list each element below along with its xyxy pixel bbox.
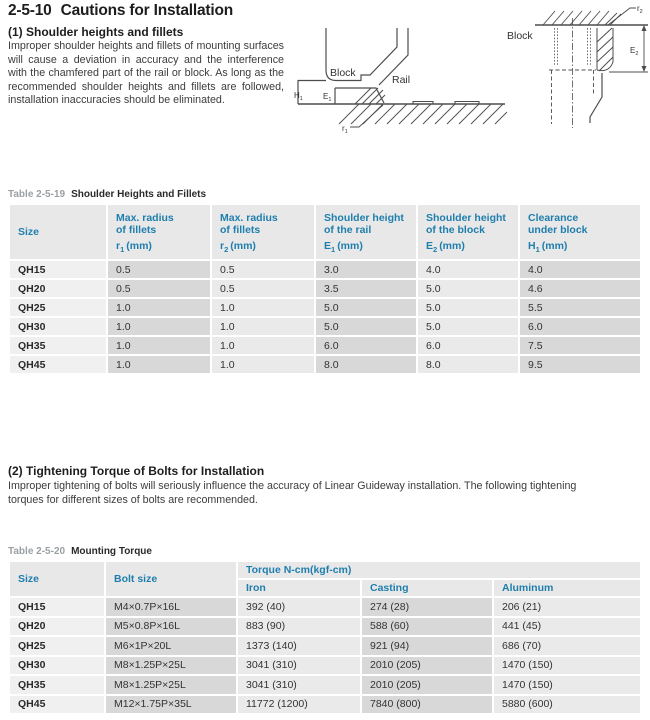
page-title — [8, 2, 233, 20]
table-row: QH25 M6×1P×20L 1373 (140) 921 (94) 686 (70) — [10, 637, 640, 655]
shoulder-heights-table — [8, 203, 642, 375]
table-row: QH15 0.5 0.5 3.0 4.0 4.0 — [10, 261, 640, 278]
dim-h1-label: $H_1$ — [294, 91, 303, 102]
table2-number: Table 2-5-20 — [8, 546, 66, 557]
mounting-torque-table — [8, 560, 642, 715]
section-title-text: Cautions for Installation — [60, 2, 234, 19]
table-row: QH20 M5×0.8P×16L 883 (90) 588 (60) 441 (45) — [10, 618, 640, 636]
table1-caption — [8, 189, 206, 200]
table2-col-size: Size — [10, 562, 104, 596]
dim-e1-label: $E_1$ — [323, 92, 332, 103]
shoulder-hatch-region — [597, 28, 613, 71]
rail-label: Rail — [392, 74, 411, 86]
table-row: QH30 1.0 1.0 5.0 5.0 6.0 — [10, 318, 640, 335]
dim-e2-label: $E_2$ — [630, 46, 639, 57]
block-label: Block — [507, 30, 533, 42]
table1-col-r2: Max. radius of fillets $r_2$ (mm) — [212, 205, 314, 259]
table-row: QH45 1.0 1.0 8.0 8.0 9.5 — [10, 356, 640, 373]
block-label: Block — [330, 67, 356, 79]
table-row: QH45 M12×1.75P×35L 11772 (1200) 7840 (800) 5880 (600) — [10, 696, 640, 714]
e2-dimension — [609, 25, 648, 72]
table-row: QH35 1.0 1.0 6.0 6.0 7.5 — [10, 337, 640, 354]
table1-col-h1: Clearance under block $H_1$ (mm) — [520, 205, 640, 259]
section-1-heading: (1) Shoulder heights and fillets — [8, 25, 184, 39]
table2-col-iron: Iron — [238, 580, 360, 596]
table1-header-row — [10, 205, 640, 259]
table2-caption — [8, 546, 152, 557]
table-row: QH25 1.0 1.0 5.0 5.0 5.5 — [10, 299, 640, 316]
section-2-body: Improper tightening of bolts will seriously influence the accuracy of Linear Guideway installation. The following tightening torques for different sizes of bolts are recommended. — [8, 480, 577, 506]
dim-r2-label: $r_2$ — [637, 4, 643, 15]
table1-number: Table 2-5-19 — [8, 189, 66, 200]
rail-fillet-diagram — [293, 2, 508, 152]
table1-col-e1: Shoulder height of the rail $E_1$ (mm) — [316, 205, 416, 259]
dim-r1-label: $r_1$ — [342, 124, 348, 135]
block-shoulder-diagram — [505, 0, 650, 160]
table-row: QH35 M8×1.25P×25L 3041 (310) 2010 (205) 1470 (150) — [10, 676, 640, 694]
table2-torque-group-header: Torque N-cm(kgf-cm) — [238, 562, 640, 578]
table1-title: Shoulder Heights and Fillets — [71, 189, 207, 200]
top-hatch — [543, 11, 621, 25]
table2-title: Mounting Torque — [71, 546, 152, 557]
ground-hatch — [339, 104, 507, 124]
section-2-heading: (2) Tightening Torque of Bolts for Installation — [8, 464, 265, 478]
block-rail-outline — [298, 28, 411, 104]
section-1-body: Improper shoulder heights and fillets of mounting surfaces will cause a deviation in accuracy and the interference with the chamfered part of the rail or block. As long as the recommended shoulder heights and fillets are followed, installation inaccuracies should be eliminated. — [8, 40, 284, 107]
table2-col-casting: Casting — [362, 580, 492, 596]
table2-sub-header-row — [10, 580, 640, 596]
table2-col-bolt-size: Bolt size — [106, 562, 236, 596]
table1-col-size: Size — [10, 205, 106, 259]
table2-col-aluminum: Aluminum — [494, 580, 640, 596]
section-number: 2-5-10 — [8, 2, 52, 19]
table-row: QH20 0.5 0.5 3.5 5.0 4.6 — [10, 280, 640, 297]
table1-col-e2: Shoulder height of the block $E_2$ (mm) — [418, 205, 518, 259]
table-row: QH30 M8×1.25P×25L 3041 (310) 2010 (205) 1470 (150) — [10, 657, 640, 675]
block-outer-edge — [590, 73, 602, 123]
table1-col-r1: Max. radius of fillets $r_1$ (mm) — [108, 205, 210, 259]
table-row: QH15 M4×0.7P×16L 392 (40) 274 (28) 206 (21) — [10, 598, 640, 616]
table2-group-header-row — [10, 562, 640, 578]
